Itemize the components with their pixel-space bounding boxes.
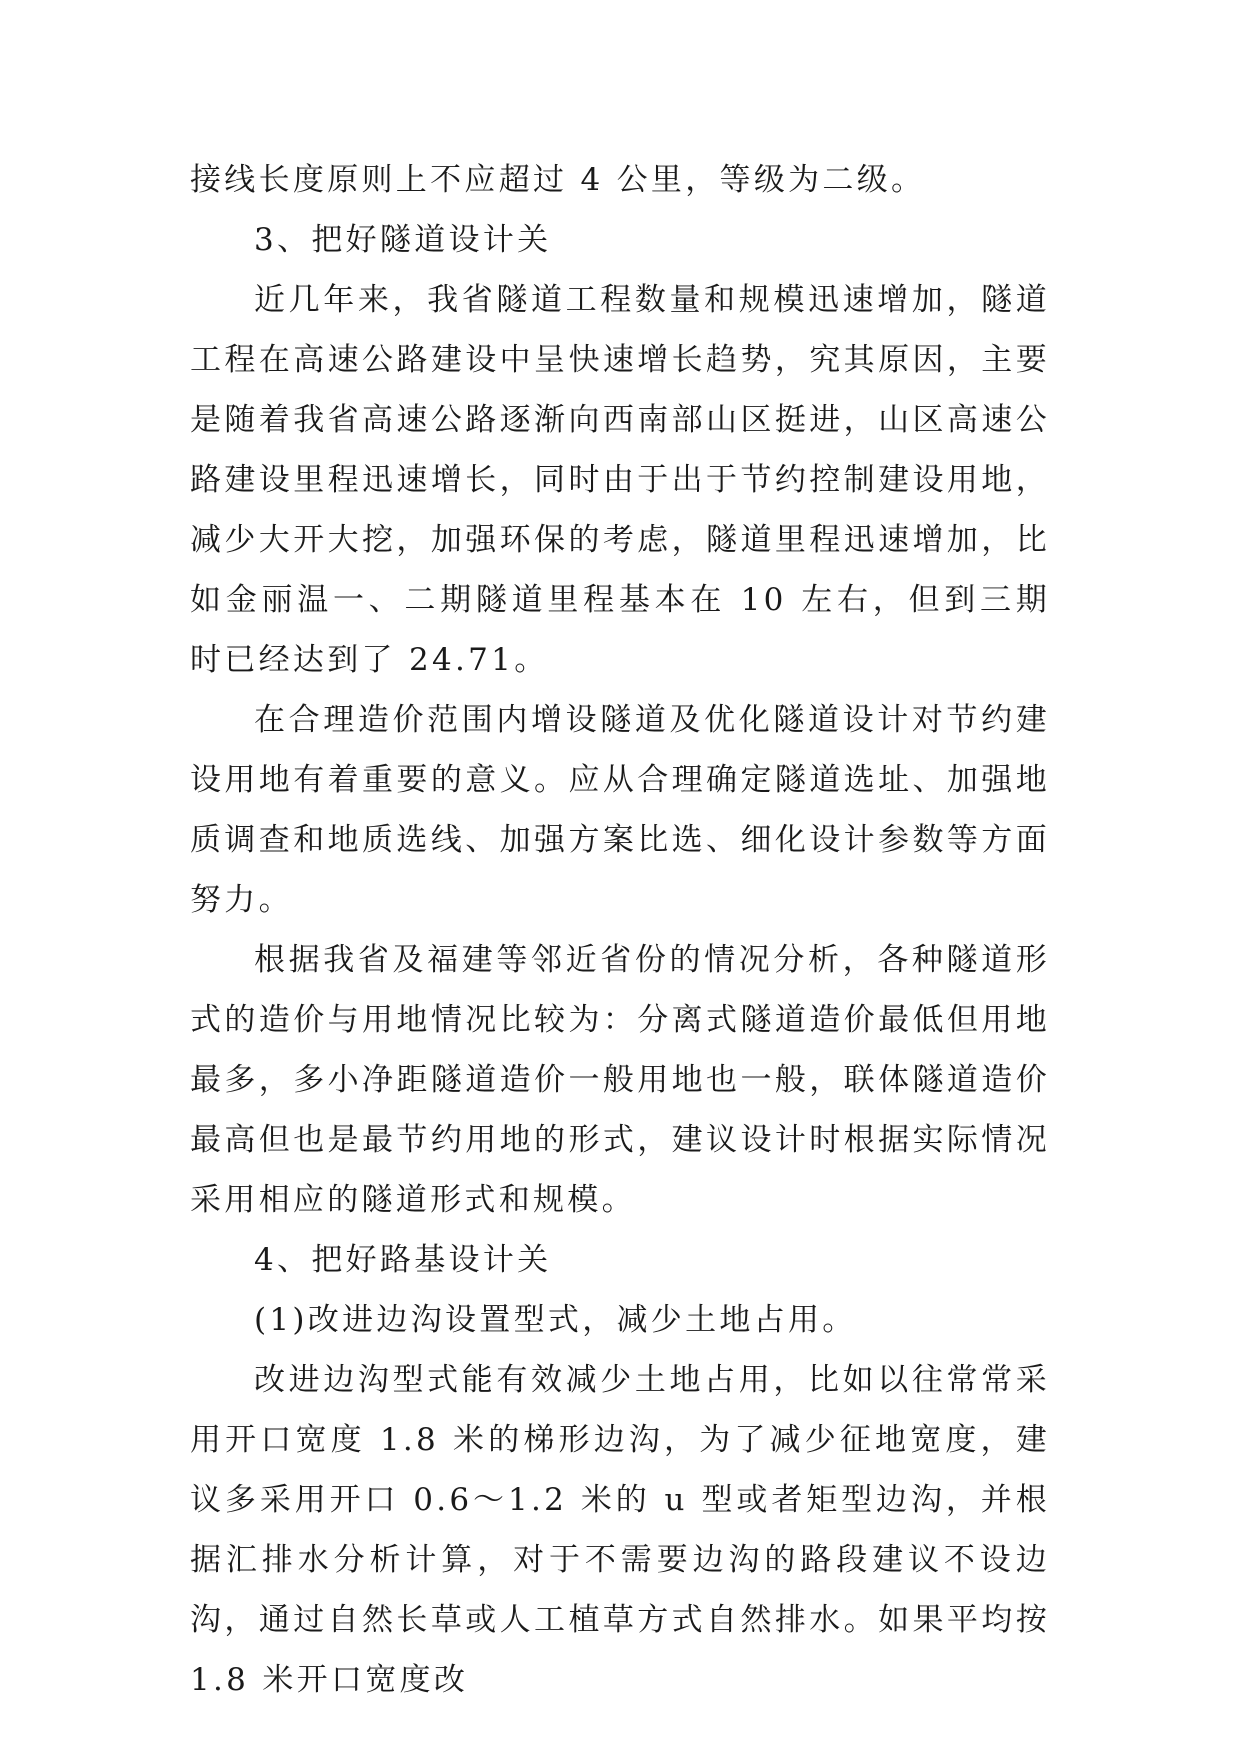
section-heading: 3、把好隧道设计关 [254,222,552,258]
paragraph: 近几年来，我省隧道工程数量和规模迅速增加，隧道工程在高速公路建设中呈快速增长趋势，究其原因，主要是随着我省高速公路逐渐向西南部山区挺进，山区高速公路建设里程迅速增长，同时由于出于节约控制建设用地，减少大开大挖，加强环保的考虑，隧道里程迅速增加，比如金丽温一、二期隧道里程基本在 10 左右，但到三期时已经达到了 24.71。 [190,282,1050,678]
document-body [190,150,1050,1710]
paragraph: 在合理造价范围内增设隧道及优化隧道设计对节约建设用地有着重要的意义。应从合理确定隧道选址、加强地质调查和地质选线、加强方案比选、细化设计参数等方面努力。 [190,702,1050,918]
section-heading: 4、把好路基设计关 [254,1242,552,1278]
paragraph: 改进边沟型式能有效减少土地占用，比如以往常常采用开口宽度 1.8 米的梯形边沟，为了减少征地宽度，建议多采用开口 0.6～1.2 米的 u 型或者矩型边沟，并根据汇排水分析计算，对于不需要边沟的路段建议不设边沟，通过自然长草或人工植草方式自然排水。如果平均按 1.8 米开口宽度改 [190,1362,1050,1698]
subsection-heading: (1)改进边沟设置型式，减少土地占用。 [254,1302,857,1338]
paragraph: 根据我省及福建等邻近省份的情况分析，各种隧道形式的造价与用地情况比较为：分离式隧道造价最低但用地最多，多小净距隧道造价一般用地也一般，联体隧道造价最高但也是最节约用地的形式，建议设计时根据实际情况采用相应的隧道形式和规模。 [190,942,1050,1218]
paragraph: 接线长度原则上不应超过 4 公里，等级为二级。 [190,162,926,198]
